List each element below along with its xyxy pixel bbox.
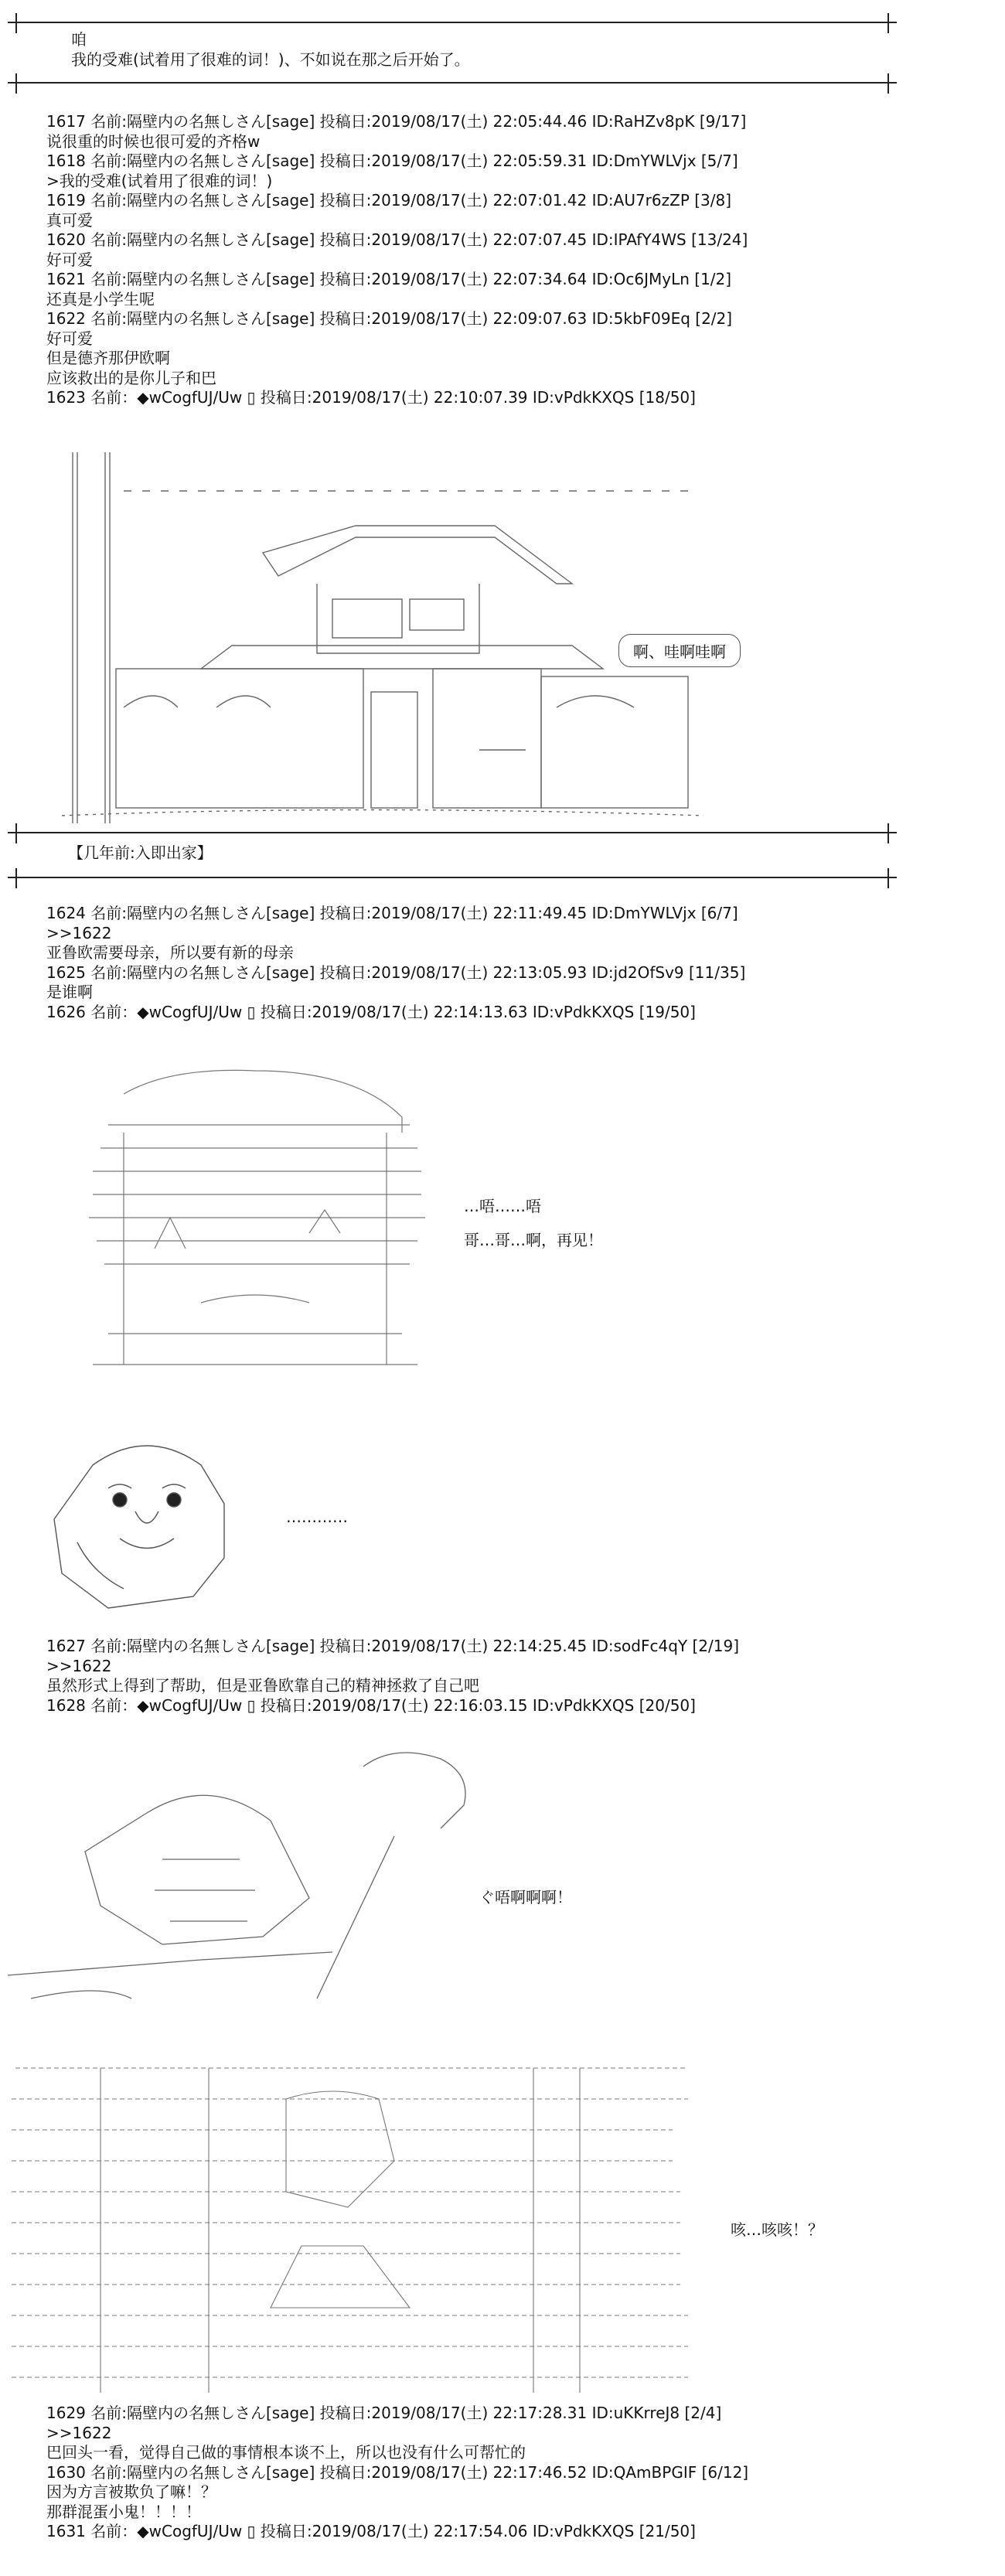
post-header: 1630 名前:隔壁内の名無しさん[sage] 投稿日:2019/08/17(土) 22:17:46.52 ID:QAmBPGIF [6/12] [46, 2462, 749, 2482]
divider-3 [8, 877, 897, 878]
post-body-line: >>1622 [46, 1656, 112, 1675]
divider-2 [8, 832, 897, 833]
top-divider [8, 22, 897, 23]
post-header: 1620 名前:隔壁内の名無しさん[sage] 投稿日:2019/08/17(土) 22:07:07.45 ID:IPAfY4WS [13/24] [46, 230, 748, 249]
post-header: 1626 名前：◆wCogfUJ/Uw ▯ 投稿日:2019/08/17(土) 22:14:13.63 ID:vPdkKXQS [19/50] [46, 1002, 696, 1021]
house-ascii-art [46, 452, 711, 827]
post-header: 1628 名前：◆wCogfUJ/Uw ▯ 投稿日:2019/08/17(土) 22:16:03.15 ID:vPdkKXQS [20/50] [46, 1695, 696, 1715]
post-header: 1617 名前:隔壁内の名無しさん[sage] 投稿日:2019/08/17(土) 22:05:44.46 ID:RaHZv8pK [9/17] [46, 112, 747, 131]
post-body-line: >>1622 [46, 923, 112, 942]
post-header: 1627 名前:隔壁内の名無しさん[sage] 投稿日:2019/08/17(土) 22:14:25.45 ID:sodFc4qY [2/19] [46, 1637, 739, 1655]
post-header: 1623 名前：◆wCogfUJ/Uw ▯ 投稿日:2019/08/17(土) 22:10:07.39 ID:vPdkKXQS [18/50] [46, 388, 696, 407]
struggle-ascii-art [8, 1743, 549, 2022]
speech-3: ぐ唔啊啊啊！ [479, 1888, 572, 1906]
dots-text: ………… [286, 1508, 348, 1526]
post-body-line: 但是德齐那伊欧啊 [46, 349, 170, 367]
post-body-line: >我的受难(试着用了很难的词！) [46, 171, 273, 190]
girl-ascii-art [77, 1063, 441, 1388]
speech-4: 咳…咳咳！？ [731, 2220, 823, 2239]
post-body-line: 好可爱 [46, 250, 93, 269]
post-header: 1621 名前:隔壁内の名無しさん[sage] 投稿日:2019/08/17(土) 22:07:34.64 ID:Oc6JMyLn [1/2] [46, 270, 732, 288]
post-header: 1625 名前:隔壁内の名無しさん[sage] 投稿日:2019/08/17(土) 22:13:05.93 ID:jd2OfSv9 [11/35] [46, 963, 746, 982]
post-header: 1619 名前:隔壁内の名無しさん[sage] 投稿日:2019/08/17(土) 22:07:01.42 ID:AU7r6zZP [3/8] [46, 191, 732, 210]
post-body-line: 巴回头一看，觉得自己做的事情根本谈不上，所以也没有什么可帮忙的 [46, 2443, 526, 2462]
post-body-line: 是谁啊 [46, 983, 93, 1001]
crowd-ascii-art [8, 2053, 704, 2397]
divider-1 [8, 82, 897, 83]
bald-man-ascii-art [46, 1434, 247, 1620]
post-body-line: 真可爱 [46, 210, 93, 230]
post-body-line: >>1622 [46, 2423, 112, 2442]
top-line-2: 我的受难(试着用了很难的词！)、不如说在那之后开始了。 [71, 50, 470, 69]
post-header: 1618 名前:隔壁内の名無しさん[sage] 投稿日:2019/08/17(土) 22:05:59.31 ID:DmYWLVjx [5/7] [46, 152, 738, 170]
post-header: 1629 名前:隔壁内の名無しさん[sage] 投稿日:2019/08/17(土) 22:17:28.31 ID:uKKrreJ8 [2/4] [46, 2404, 722, 2422]
post-header: 1631 名前：◆wCogfUJ/Uw ▯ 投稿日:2019/08/17(土) 22:17:54.06 ID:vPdkKXQS [21/50] [46, 2522, 696, 2540]
speech-2a: …唔……唔 [464, 1197, 541, 1215]
section-caption: 【几年前:入即出家】 [68, 843, 213, 862]
post-body-line: 因为方言被欺负了嘛！？ [46, 2482, 216, 2501]
post-body-line: 还真是小学生呢 [46, 289, 155, 308]
speech-bubble-1: 啊、哇啊哇啊 [618, 634, 741, 667]
top-line-1: 咱 [71, 30, 87, 49]
speech-2b: 哥…哥…啊，再见！ [464, 1231, 603, 1249]
post-body-line: 应该救出的是你儿子和巴 [46, 368, 216, 387]
post-body-line: 好可爱 [46, 329, 93, 348]
post-header: 1624 名前:隔壁内の名無しさん[sage] 投稿日:2019/08/17(土) 22:11:49.45 ID:DmYWLVjx [6/7] [46, 904, 738, 922]
post-body-line: 虽然形式上得到了帮助，但是亚鲁欧靠自己的精神拯救了自己吧 [46, 1676, 479, 1695]
post-body-line: 那群混蛋小鬼！！！！ [46, 2502, 201, 2521]
post-body-line: 亚鲁欧需要母亲，所以要有新的母亲 [46, 943, 294, 962]
post-header: 1622 名前:隔壁内の名無しさん[sage] 投稿日:2019/08/17(土) 22:09:07.63 ID:5kbF09Eq [2/2] [46, 309, 733, 328]
post-body-line: 说很重的时候也很可爱的齐格w [46, 131, 261, 151]
